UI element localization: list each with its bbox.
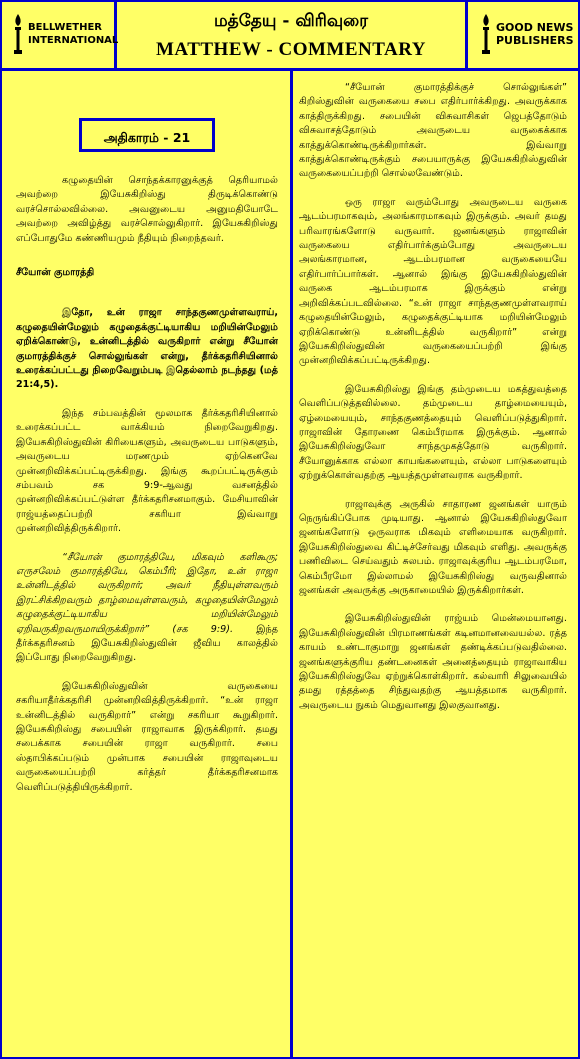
paragraph-text: இந்த தீர்க்கதரிசனம் இயேசுகிறிஸ்துவின் ஜீவிய காலத்தில் இப்போது நிறைவேறுகிறது. [16,623,278,664]
chapter-heading: அதிகாரம் - 21 [79,118,215,152]
torch-icon [12,14,24,54]
logo-right-line2: PUBLISHERS [496,34,574,47]
torch-icon [480,14,492,54]
good-news-logo [465,2,578,68]
paragraph: கழுதையின் சொந்தக்காரனுக்குத் தெரியாமல் அவற்றை இயேசுகிறிஸ்து திருடிக்கொண்டு வரச்சொல்லவில்லை. அவனுடைய அனுமதியோடே அவற்றை அவிழ்த்து வரச்சொல்லுகிறார். இயேசுகிறிஸ்து எப்போதுமே கண்ணியமும் நீதியும் நிறைந்தவர். [16,175,278,244]
paragraph: இயேசுகிறிஸ்துவின் வருகையை சகரியாதீர்க்கதரிசி முன்னறிவித்திருக்கிறார். “உன் ராஜா உன்னிடத்தில் வருகிறார்” என்று சகரியா கூறுகிறார். இயேசுகிறிஸ்து சபையின் ராஜாவாக இருக்கிறார். தமது சபைக்காக சபையின் ராஜா வருகிறார். சபை ஸ்தாபிக்கப்படும் முன்பாக சபையின் ராஜாவுடைய வருகையைப்பற்றி கர்த்தர் தீர்க்கதரிசனமாக வெளிப்படுத்தியிருக்கிறார். [16,680,278,793]
paragraph: இயேசுகிறிஸ்து இங்கு தம்முடைய மகத்துவத்தை வெளிப்படுத்தவில்லை. தம்முடைய தாழ்மையையும், ஏழ்மையையும், சாந்தகுணத்தையும் வெளிப்படுத்துகிறார். ராஜாவின் தோரணை கெம்பீரமாக இருக்கும். ஆனால் இயேசுகிறிஸ்துவோ சாந்தமுகத்தோடு வருகிறார். சீயோனுக்காக எல்லா காயங்களையும், எல்லா பாடுகளையும் ஏற்றுக்கொள்வதற்கு ஆயத்தமுள்ளவராக வருகிறார். [299,383,567,482]
paragraph [16,551,278,666]
scripture-quote: “சீயோன் குமாரத்தியே, மிகவும் களிகூரு; எருசலேம் குமாரத்தியே, கெம்பீரி; இதோ, உன் ராஜா உன்னிடத்தில் வருகிறார்; அவர் நீதியுள்ளவரும் இரட்சிக்கிறவரும் தாழ்மையுள்ளவரும், கழுதையின்மேலும் கழுதைக்குட்டியாகிய மறியின்மேலும் ஏறிவருகிறவருமாயிருக்கிறார்” (சக 9:9). [16,551,278,635]
left-column [16,71,278,1057]
logo-right-line1: GOOD NEWS [496,21,574,34]
header [2,2,578,71]
paragraph: இயேசுகிறிஸ்துவின் ராஜ்யம் மென்மையானது. இயேசுகிறிஸ்துவின் பிரமாணங்கள் கடினமானவையல்ல. ரத்த காயம் உண்டாகுமாறு ஜனங்கள் தண்டிக்கப்படுவதில்லை. ஜனங்களுக்குரிய தண்டனைகள் அனைத்தையும் ராஜாவாகிய இயேசுகிறிஸ்துவே ஏற்றுக்கொள்கிறார். கல்வாரி சிலுவையில் தமது ரத்தத்தை சிந்துவதற்கு ஆயத்தமாக வருகிறார். அவருடைய நுகம் மெதுவானது இலகுவானது. [299,613,567,711]
right-column [299,71,567,1057]
title-tamil: மத்தேயு - விரிவுரை [213,11,369,31]
paragraph: ராஜாவுக்கு அருகில் சாதாரண ஜனங்கள் யாரும் நெருங்கிப்போக முடியாது. ஆனால் இயேசுகிறிஸ்துவோ ஜனங்களோடு ஒருவராக மிகவும் எளிமையாக வருகிறார். இயேசுகிறிஸ்துவை கிட்டிச்சேர்வது மிகவும் எளிது. அவருக்கு பணிவிடை செய்வதும் சுலபம். ராஜாவுக்குரிய ஆடம்பரமோ, கெம்பீரமோ இல்லாமல் இயேசுகிறிஸ்து வருவதினால் ஜனங்கள் அவருக்கு அருகாமையில் இருக்கிறார்கள். [299,498,567,596]
paragraph: ஒரு ராஜா வரும்போது அவருடைய வருகை ஆடம்பரமாகவும், அலங்காரமாகவும் இருக்கும். அவர் தமது பரிவாரங்களோடு வருவார். ஜனங்களும் ராஜாவின் வருகையை எதிர்பார்க்கும்போது அவருடைய அலங்காரமான, ஆடம்பரமான வருகையையே எதிர்பார்ப்பார்கள். ஆனால் இங்கு இயேசுகிறிஸ்துவின் வருகை ஆடம்பரமாக இருக்கும் என்று அறிவிக்கப்படவில்லை. “உன் ராஜா சாந்தகுணமுள்ளவராய் கழுதையின்மேலும், கழுதைக்குட்டியாக மறியின்மேலும் ஏறிக்கொண்டு உன்னிடத்தில் வருகிறார்” என்று இயேசுகிறிஸ்துவின் வருகையைப்பற்றி இங்கு முன்னறிவிக்கப்பட்டிருக்கிறது. [299,196,567,367]
title-english: MATTHEW - COMMENTARY [155,39,427,60]
bellwether-logo [2,2,117,68]
paragraph: இந்த சம்பவத்தின் மூலமாக தீர்க்கதரிசியினால் உரைக்கப்பட்ட வாக்கியம் நிறைவேறுகிறது. இயேசுகிறிஸ்துவின் கிரியைகளும், அவருடைய பாடுகளும், அவருடைய மரணமும் ஏற்கெனவே முன்னறிவிக்கப்பட்டிருக்கிறது. இங்கு கூறப்பட்டிருக்கும் சம்பவம் சக 9:9-ஆவது வசனத்தில் முன்னறிவிக்கப்பட்டுள்ள தீர்க்கதரிசனமாகும். மேசியாவின் ராஜ்யத்தைப்பற்றி சகரியா இவ்வாறு முன்னறிவித்திருக்கிறார். [16,407,278,535]
column-divider [290,71,293,1057]
logo-left-line1: BELLWETHER [28,22,103,33]
paragraph: “சீயோன் குமாரத்திக்குச் சொல்லுங்கள்” கிறிஸ்துவின் வருகையை சபை எதிர்பார்க்கிறது. அவருக்காக காத்திருக்கிறது. சபையின் விசுவாசிகள் ஜெபத்தோடும் விசுவாசத்தோடும் அவருடைய வருகைக்காக காத்துக்கொண்டிருக்கிறார்கள். இவ்வாறு காத்துக்கொண்டிருக்கும் சபையாருக்கு இயேசுகிறிஸ்துவின் வருகையைப்பற்றி சொல்லவேண்டும். [299,82,567,180]
scripture-quote: இதோ, உன் ராஜா சாந்தகுணமுள்ளவராய், கழுதையின்மேலும் கழுதைக்குட்டியாகிய மறியின்மேலும் ஏறிக்கொண்டு, உன்னிடத்தில் வருகிறார் என்று சீயோன் குமாரத்திக்குச் சொல்லுங்கள் என்று, தீர்க்கதரிசியினால் உரைக்கப்பட்டது நிறைவேறும்படி இதெல்லாம் நடந்தது (மத் 21:4,5). [16,307,278,391]
logo-left-line2: INTERNATIONAL [28,35,119,46]
title-box [117,2,465,68]
section-heading: சீயோன் குமாரத்தி [16,267,95,279]
